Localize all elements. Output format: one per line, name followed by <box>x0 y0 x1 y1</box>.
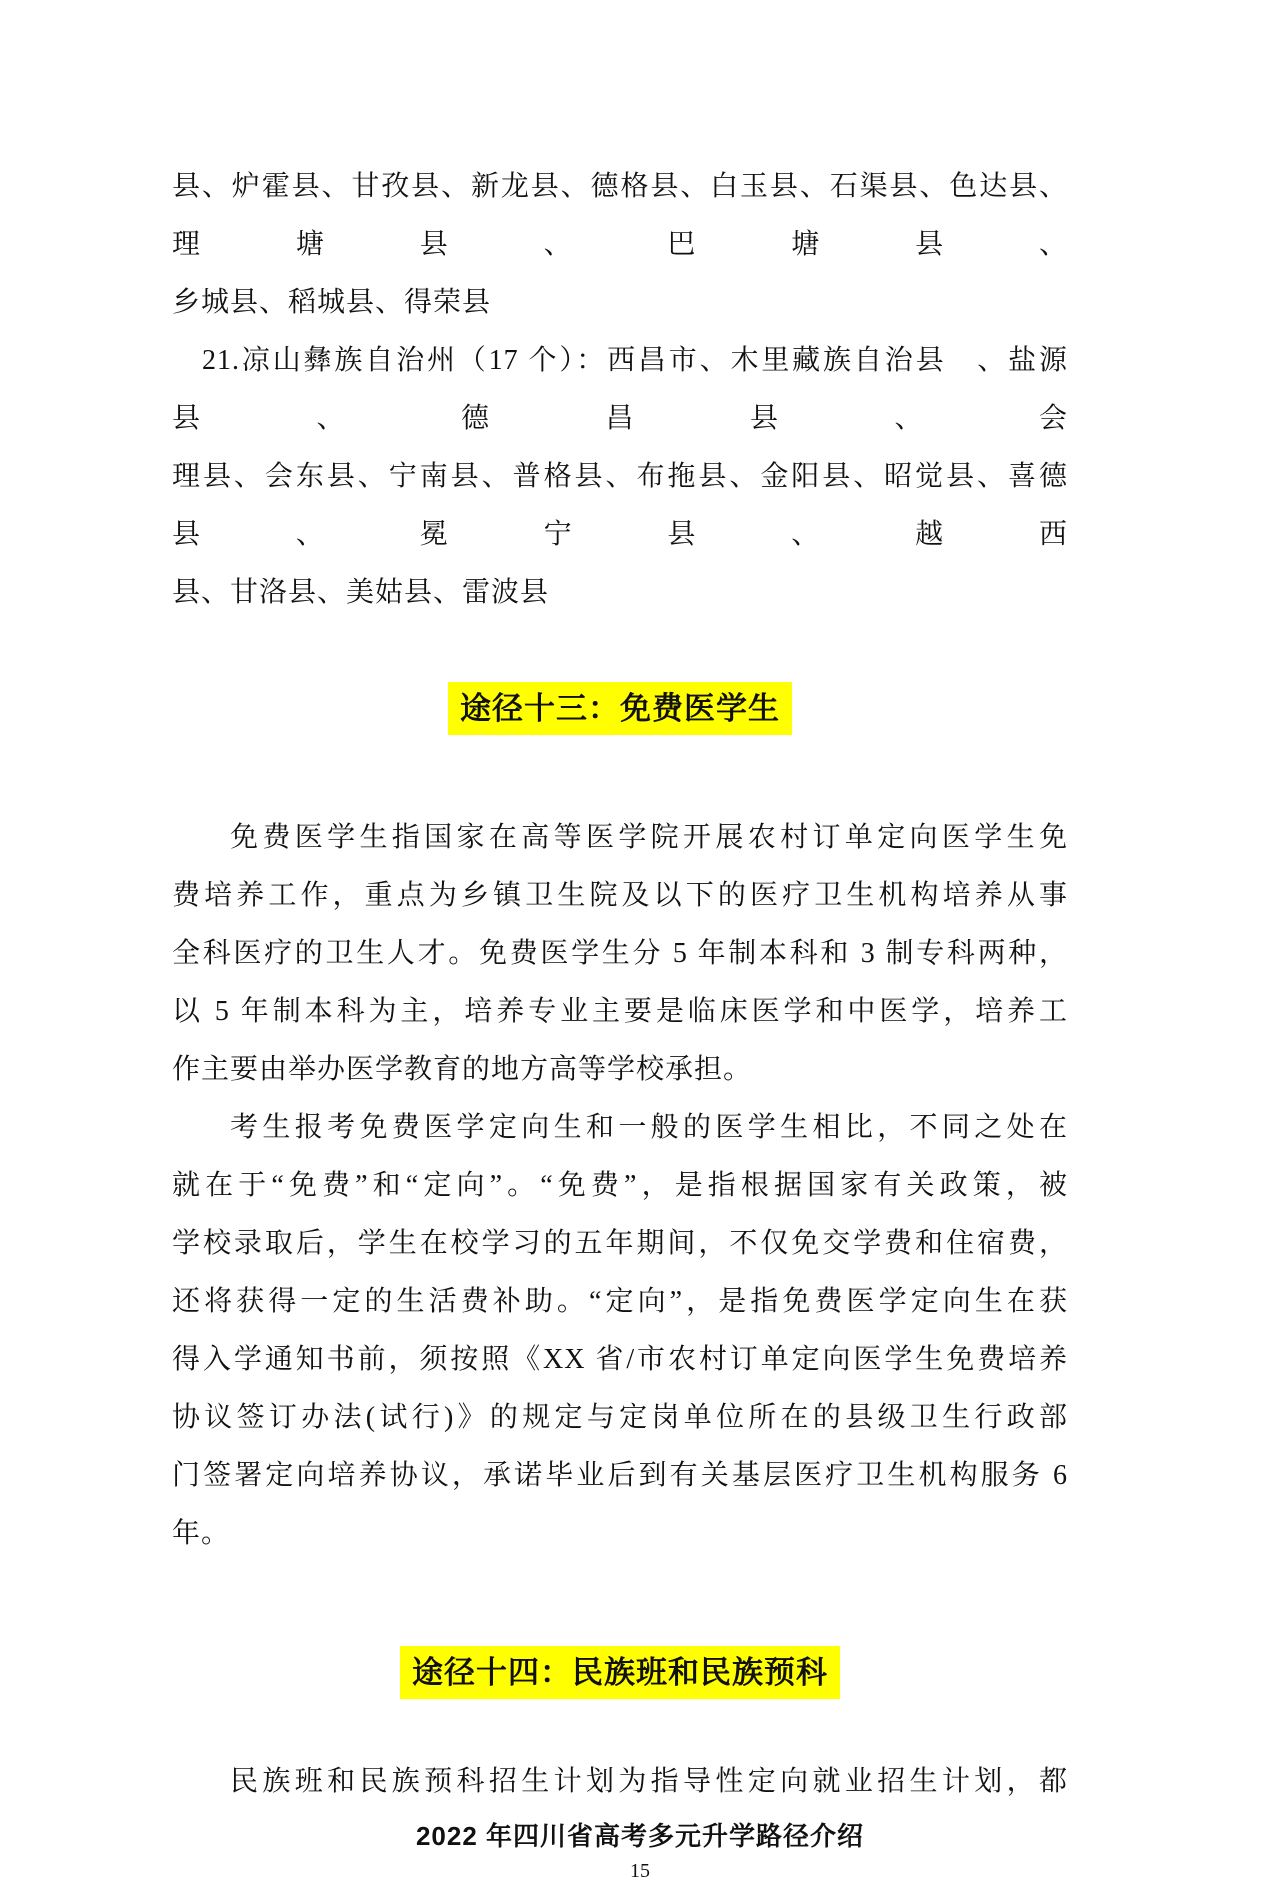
paragraph-minority-class <box>172 1753 1068 1811</box>
text-line: 乡城县、稻城县、得荣县 <box>172 287 492 318</box>
text-line: 得入学通知书前，须按照《XX 省/市农村订单定向医学生免费培养 <box>172 1344 1068 1375</box>
footer-title: 2022 年四川省高考多元升学路径介绍 <box>415 1821 865 1851</box>
text-line: 理县、会东县、宁南县、普格县、布拖县、金阳县、昭觉县、喜德县、冕宁县、越西 <box>172 461 1068 550</box>
text-line: 考生报考免费医学定向生和一般的医学生相比，不同之处在 <box>230 1112 1068 1143</box>
text-line: 作主要由举办医学教育的地方高等学校承担。 <box>172 1054 753 1085</box>
heading-route-14-highlight: 途径十四：民族班和民族预科 <box>400 1646 840 1699</box>
page-number: 15 <box>630 1860 650 1882</box>
heading-route-14 <box>172 1643 1068 1703</box>
text-line: 费培养工作，重点为乡镇卫生院及以下的医疗卫生机构培养从事 <box>172 880 1068 911</box>
text-line: 民族班和民族预科招生计划为指导性定向就业招生计划，都 <box>230 1766 1068 1797</box>
heading-route-13 <box>172 679 1068 739</box>
text-line: 学校录取后，学生在校学习的五年期间，不仅免交学费和住宿费， <box>172 1228 1068 1259</box>
page-footer <box>0 1821 1280 1883</box>
text-line: 以 5 年制本科为主，培养专业主要是临床医学和中医学，培养工 <box>172 996 1068 1027</box>
text-line: 县、甘洛县、美姑县、雷波县 <box>172 577 550 608</box>
text-line: 免费医学生指国家在高等医学院开展农村订单定向医学生免 <box>230 822 1068 853</box>
text-line: 还将获得一定的生活费补助。“定向”，是指免费医学定向生在获 <box>172 1286 1068 1317</box>
text-line: 全科医疗的卫生人才。免费医学生分 5 年制本科和 3 制专科两种， <box>172 938 1068 969</box>
county-list-block <box>172 158 1068 622</box>
text-line: 就在于“免费”和“定向”。“免费”，是指根据国家有关政策，被 <box>172 1170 1068 1201</box>
text-line: 门签署定向培养协议，承诺毕业后到有关基层医疗卫生机构服务 6 <box>172 1460 1068 1491</box>
paragraph-free-medical-1 <box>172 809 1068 1099</box>
paragraph-free-medical-2 <box>172 1099 1068 1563</box>
heading-route-13-highlight: 途径十三：免费医学生 <box>448 682 792 735</box>
text-line: 协议签订办法(试行)》的规定与定岗单位所在的县级卫生行政部 <box>172 1402 1068 1433</box>
text-line: 县、炉霍县、甘孜县、新龙县、德格县、白玉县、石渠县、色达县、理塘县、巴塘县、 <box>172 171 1068 260</box>
text-line: 年。 <box>172 1518 231 1549</box>
text-line: 21.凉山彝族自治州（17 个）：西昌市、木里藏族自治县 、盐源县、德昌县、会 <box>172 345 1068 434</box>
